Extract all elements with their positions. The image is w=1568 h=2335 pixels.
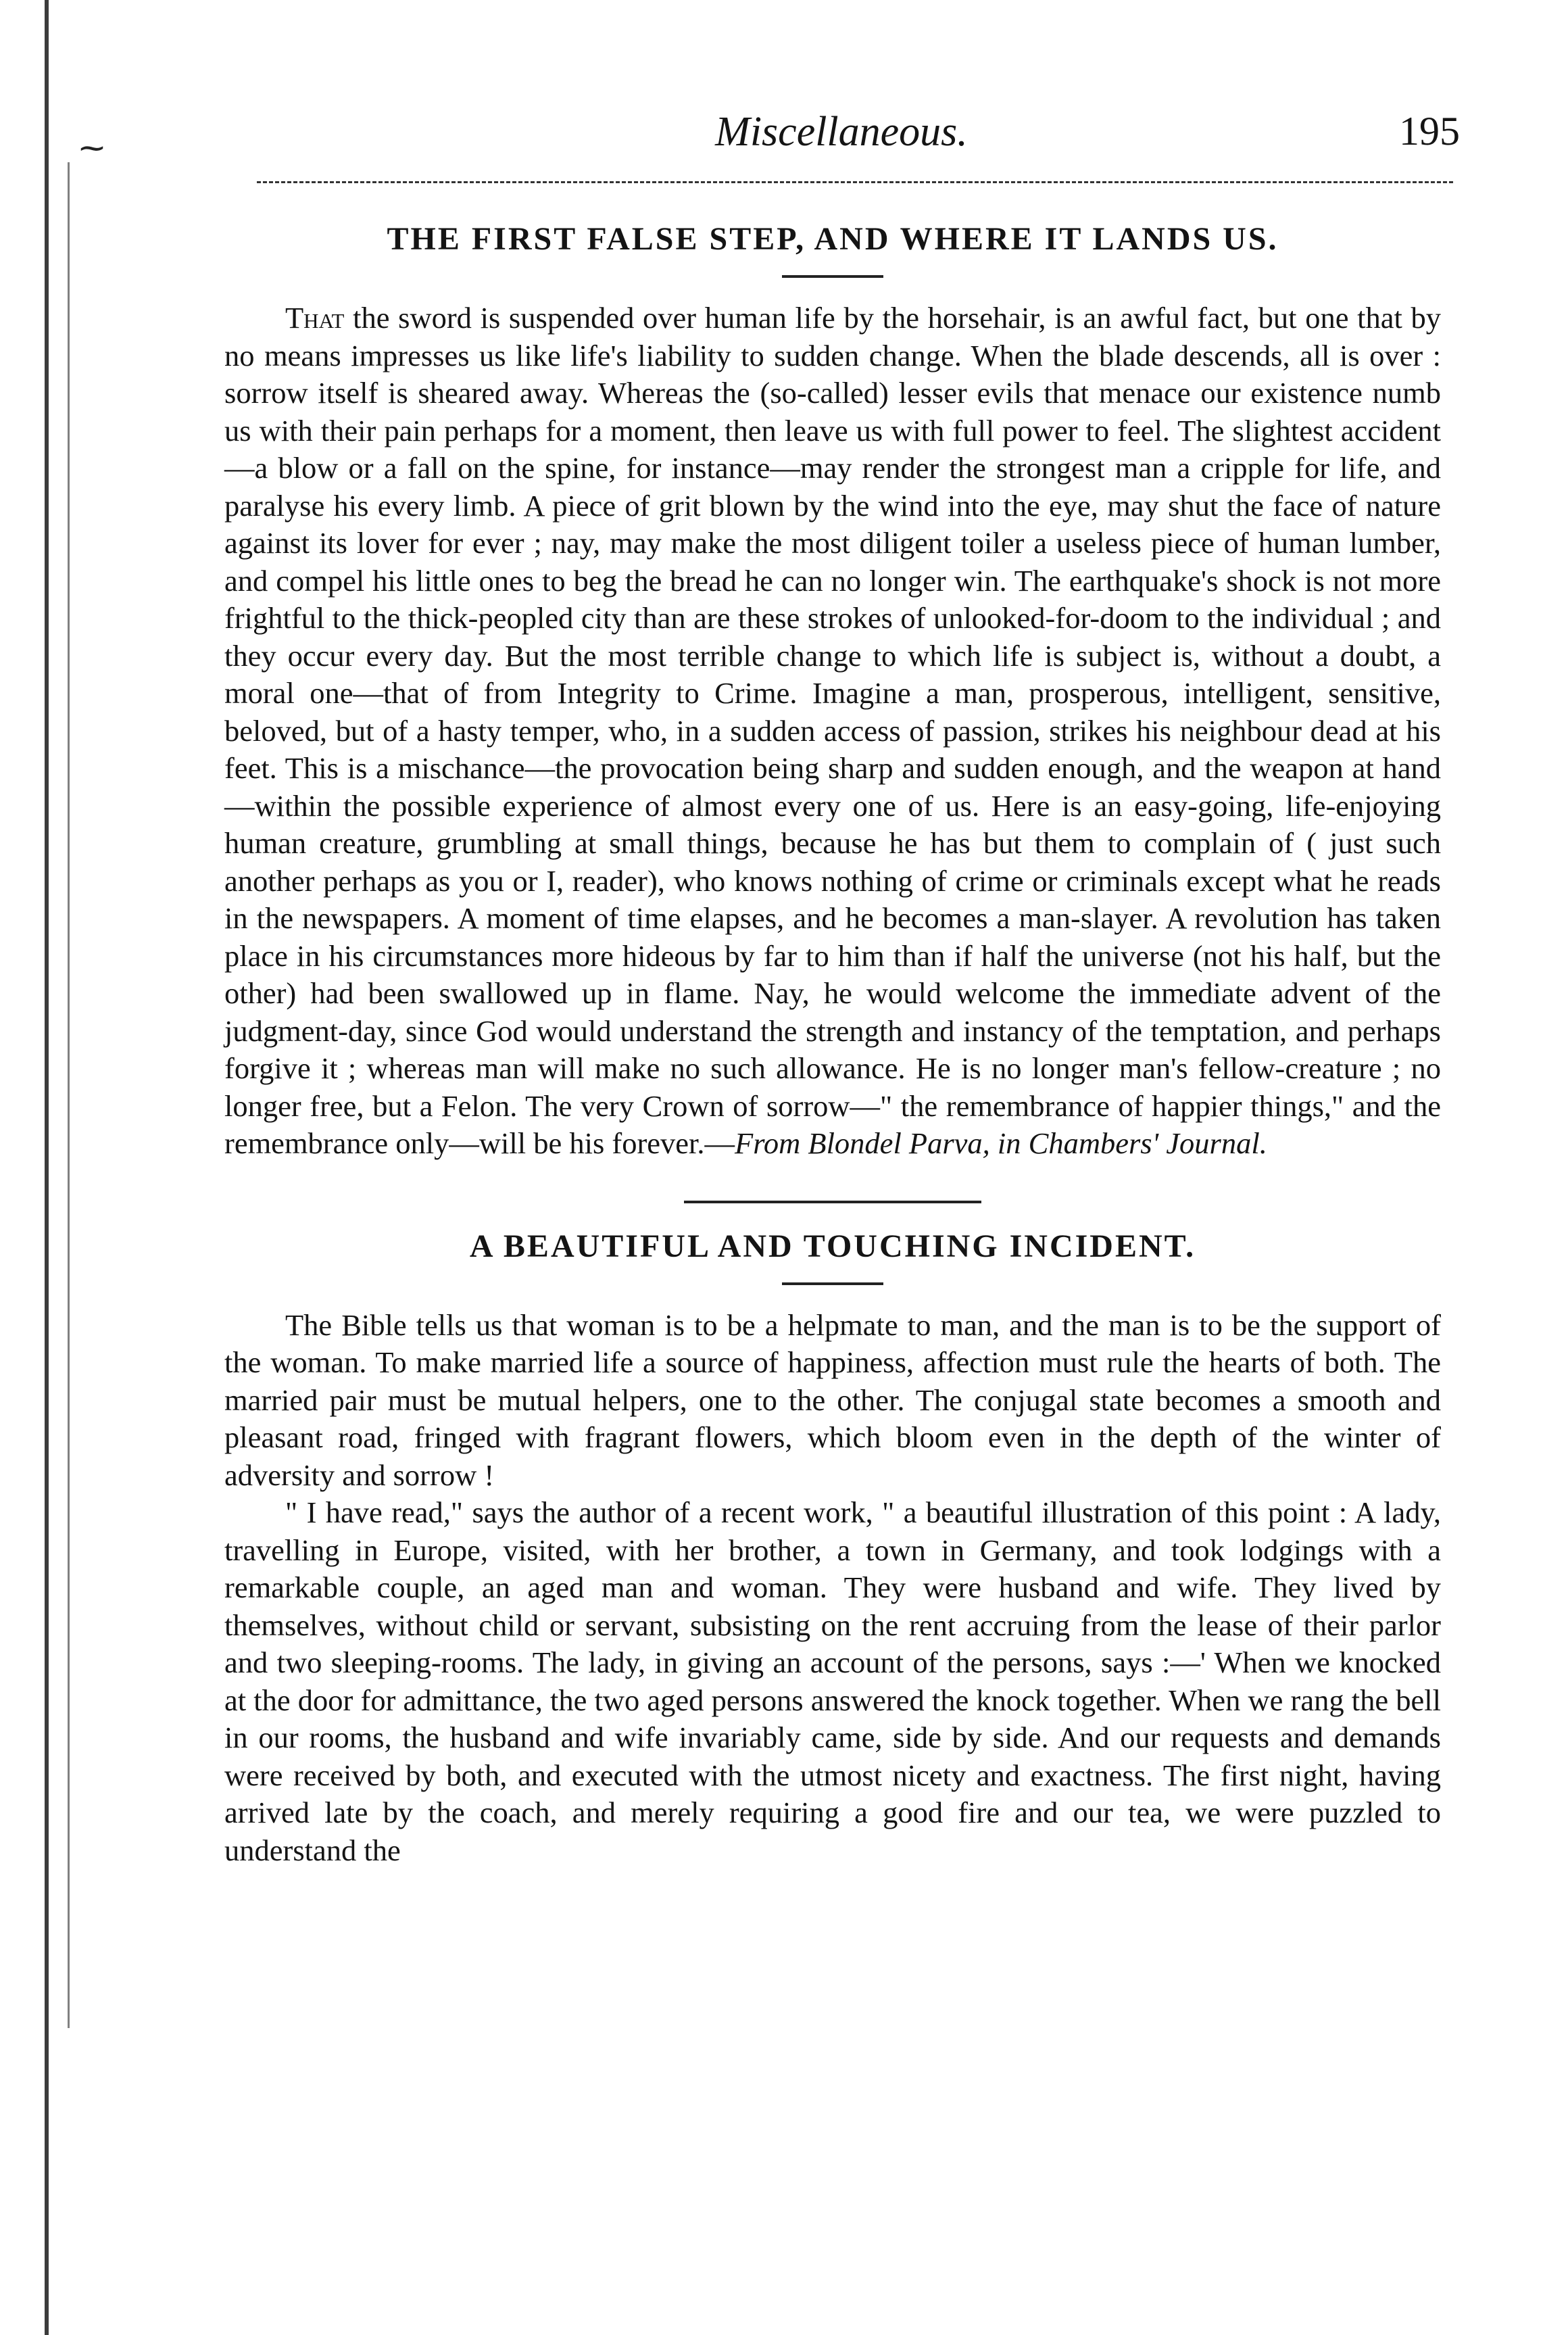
body-text: the sword is suspended over human life by the horsehair, is an awful fact, but one that by no means impresses us like life's liability to sudden change. When the blade descends, all is over : sorrow itself is sheared away. Whereas the (so-called) lesser evils that menace our existence numb us with their pain perhaps for a moment, then leave us with full power to feel. The slightest accident—a blow or a fall on the spine, for instance—may render the strongest man a cripple for life, and paralyse his every limb. A piece of grit blown by the wind into the eye, may shut the face of nature against its lover for ever ; nay, may make the most diligent toiler a useless piece of human lumber, and compel his little ones to beg the bread he can no longer win. The earthquake's shock is not more frightful to the thick-peopled city than are these strokes of unlooked-for-doom to the individual ; and they occur every day. But the most terrible change to which life is subject is, without a doubt, a moral one—that of from Integrity to Crime. Imagine a man, prosperous, intelligent, sensitive, beloved, but of a hasty temper, who, in a sudden access of passion, strikes his neighbour dead at his feet. This is a mischance—the provocation being sharp and sudden enough, and the weapon at hand—within the possible experience of almost every one of us. Here is an easy-going, life-enjoying human creature, grumbling at small things, because he has but them to complain of ( just such another perhaps as you or I, reader), who knows nothing of crime or criminals except what he reads in the newspapers. A moment of time elapses, and he becomes a man-slayer. A revolution has taken place in his circumstances more hideous by far to him than if half the universe (not his half, but the other) had been swallowed up in flame. Nay, he would welcome the immediate advent of the judgment-day, since God would understand the strength and instancy of the temptation, and perhaps forgive it ; whereas man will make no such allowance. He is no longer man's fellow-creature ; no longer free, but a Felon. The very Crown of sorrow—" the remembrance of happier things," and the remembrance only—will be his forever.— xyxy=(224,301,1441,1160)
header-rule xyxy=(257,181,1453,183)
article-touching-incident xyxy=(224,1228,1441,1870)
page-number: 195 xyxy=(1399,109,1460,153)
title-rule xyxy=(782,1282,883,1285)
article-body xyxy=(224,299,1441,1163)
article-first-false-step xyxy=(224,220,1441,1163)
paragraph: The Bible tells us that woman is to be a helpmate to man, and the man is to be the support of the woman. To make married life a source of happiness, affection must rule the hearts of both. The married pair must be mutual helpers, one to the other. The conjugal state becomes a smooth and pleasant road, fringed with fragrant flowers, which bloom even in the depth of the winter of adversity and sorrow ! xyxy=(224,1307,1441,1492)
text-column xyxy=(224,200,1441,1869)
paragraph: " I have read," says the author of a recent work, " a beautiful illustration of this point : A lady, travelling in Europe, visited, with her brother, a town in Germany, and took lodgings with a remarkable couple, an aged man and woman. They were husband and wife. They lived by themselves, without child or servant, subsisting on the rent accruing from the lease of their parlor and two sleeping-rooms. The lady, in giving an account of the persons, says :—' When we knocked at the door for admittance, the two aged persons answered the knock together. When we rang the bell in our rooms, the husband and wife invariably came, side by side. And our requests and demands were received by both, and executed with the utmost nicety and exactness. The first night, having arrived late by the coach, and merely requiring a good fire and our tea, we were puzzled to understand the xyxy=(224,1495,1441,1867)
page-edge-line xyxy=(45,0,49,2335)
margin-mark: ⁓ xyxy=(80,135,104,162)
section-separator xyxy=(684,1201,981,1203)
running-title: Miscellaneous. xyxy=(715,109,968,155)
lead-word: That xyxy=(285,301,345,335)
page-header xyxy=(223,108,1460,162)
citation: From Blondel Parva, in Chambers' Journal. xyxy=(735,1126,1267,1160)
article-title: A BEAUTIFUL AND TOUCHING INCIDENT. xyxy=(469,1228,1196,1264)
title-rule xyxy=(782,275,883,278)
page-edge-shadow xyxy=(68,162,70,2028)
article-title: THE FIRST FALSE STEP, AND WHERE IT LANDS US. xyxy=(387,221,1279,257)
